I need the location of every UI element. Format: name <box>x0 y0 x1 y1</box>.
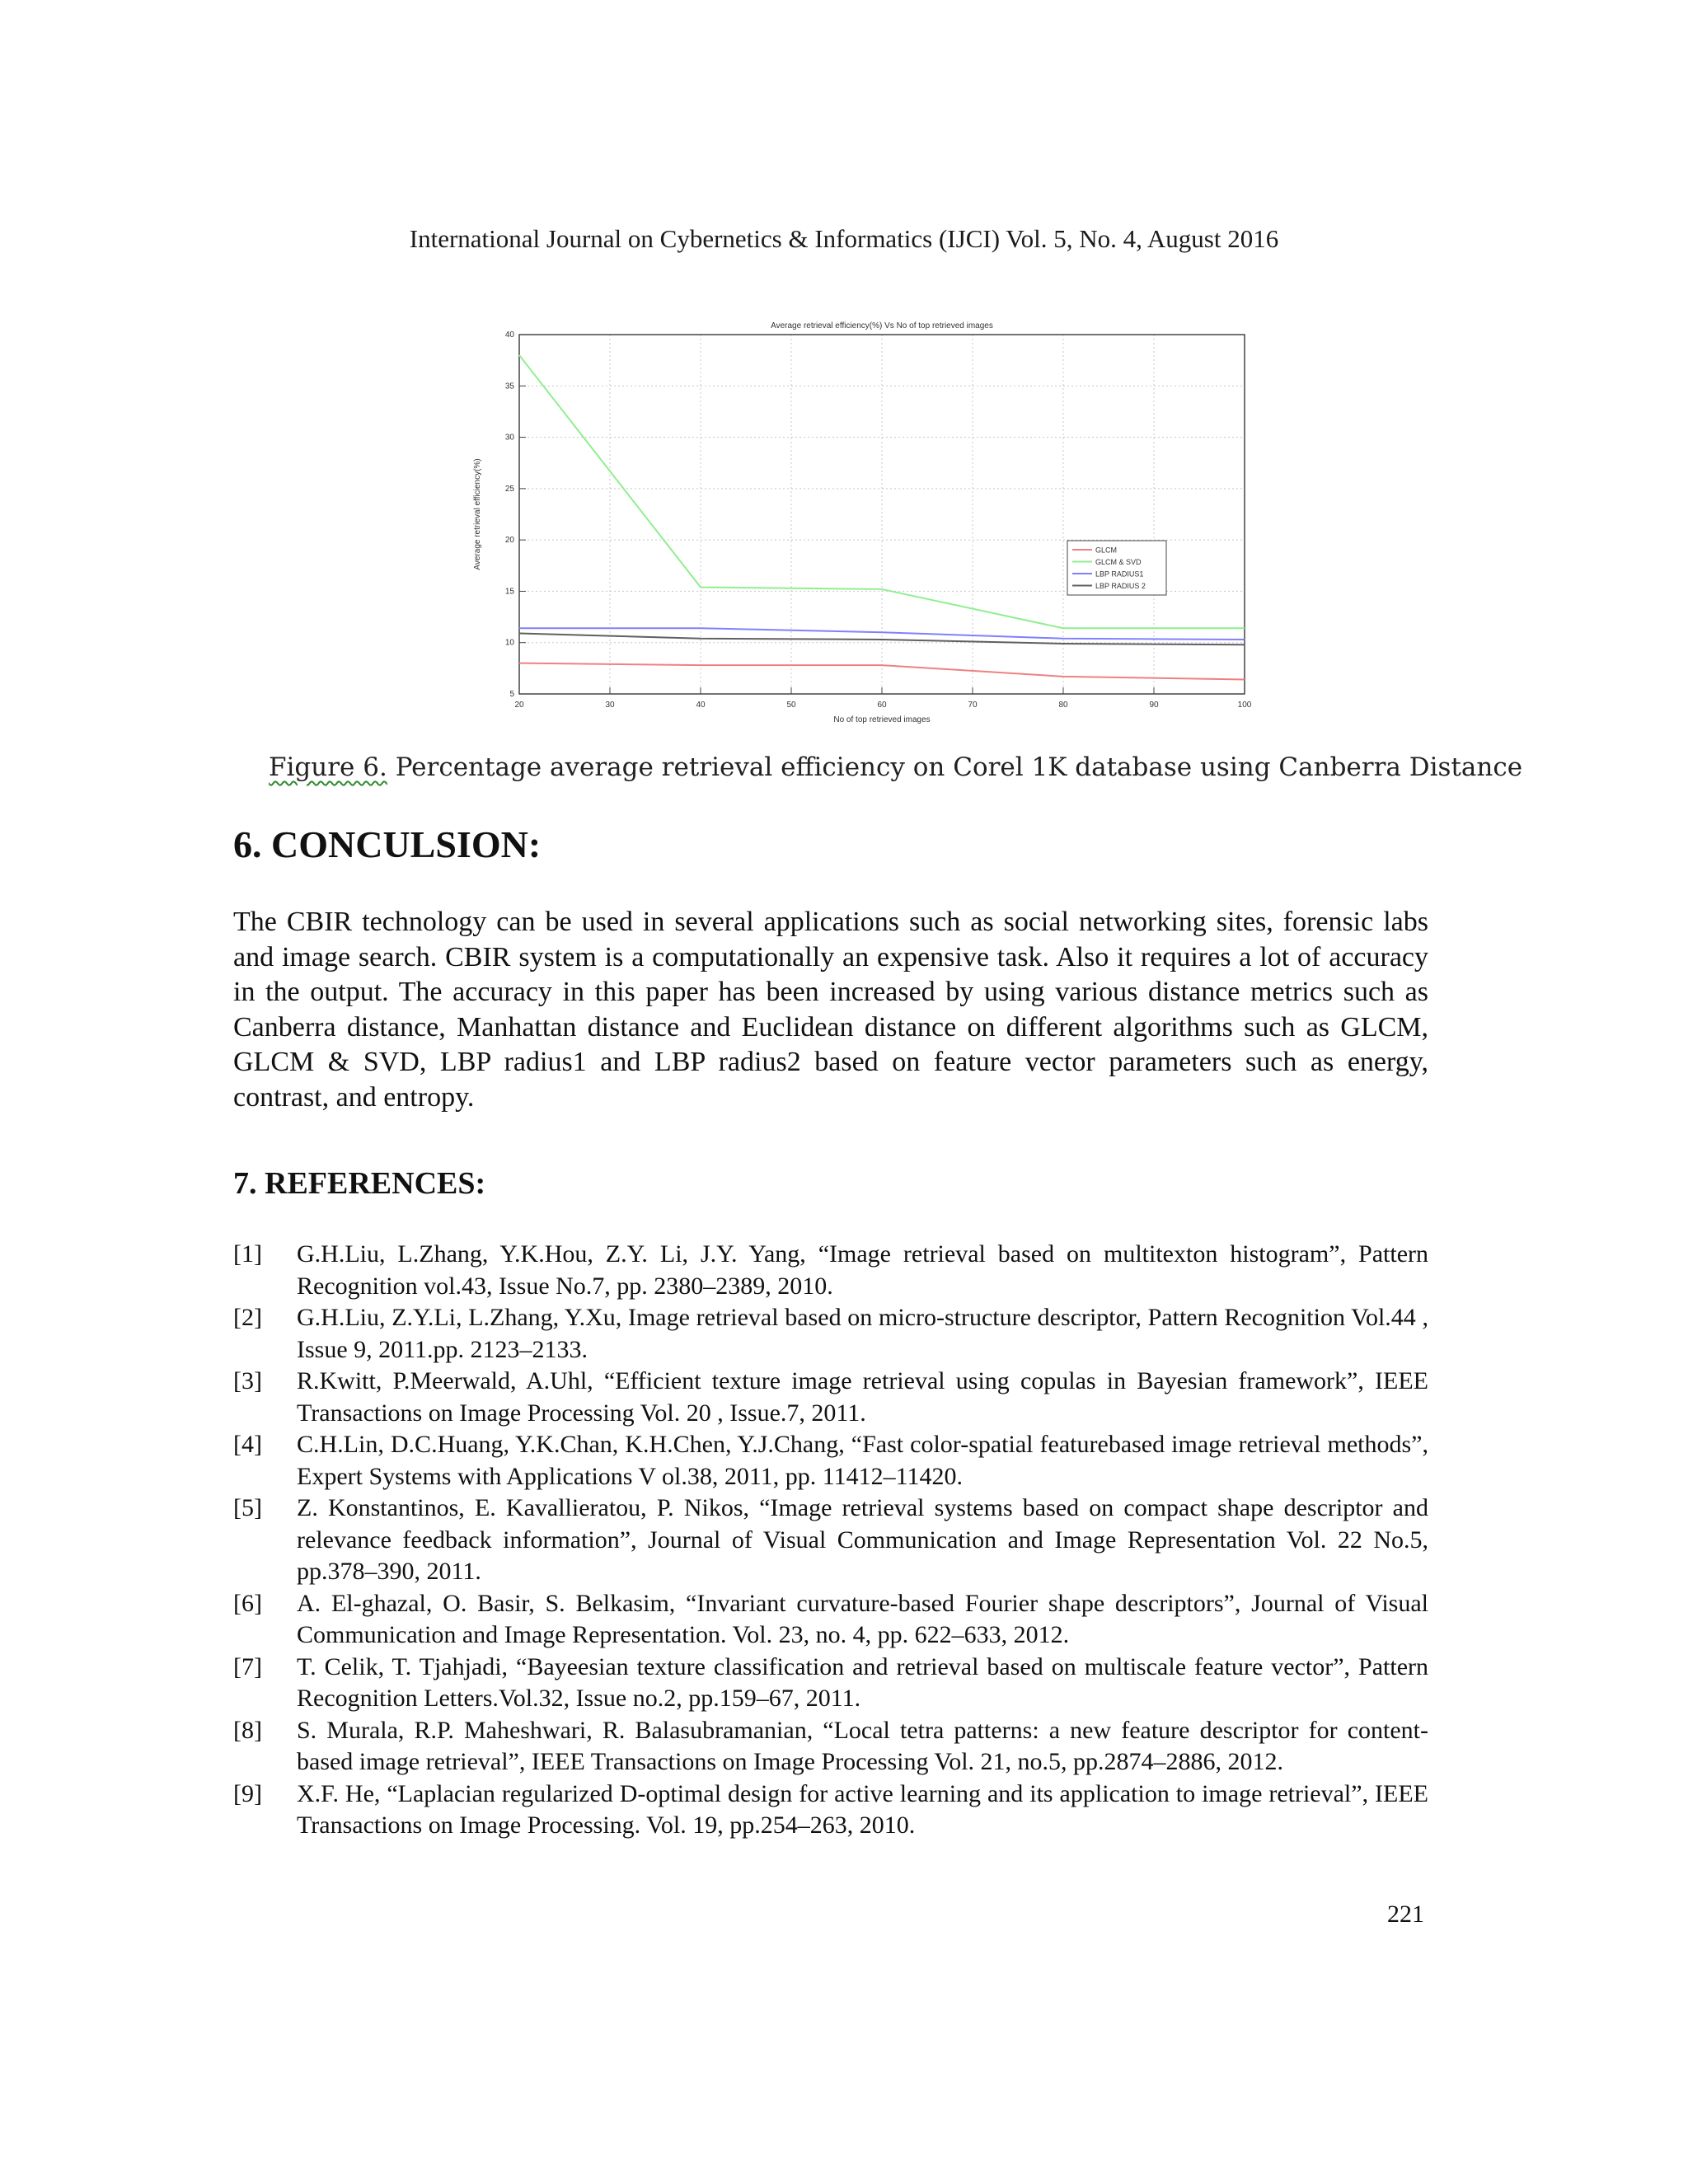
x-tick-label: 80 <box>1058 701 1068 710</box>
reference-item <box>233 1779 1428 1842</box>
reference-text: X.F. He, “Laplacian regularized D-optimal design for active learning and its application to image retrieval”, IEEE Transactions on Image Processing. Vol. 19, pp.254–263, 2010. <box>297 1779 1428 1839</box>
reference-number: [7] <box>233 1652 262 1680</box>
legend-label: GLCM & SVD <box>1095 558 1142 566</box>
y-tick-label: 35 <box>504 382 514 391</box>
x-tick-label: 50 <box>786 701 796 710</box>
conclusion-paragraph: The CBIR technology can be used in several applications such as social networking sites, forensic labs and image search. CBIR system is a computationally an expensive task. Also it requires a lot of accuracy in the output. The accuracy in this paper has been increased by using various distance metrics such as Canberra distance, Manhattan distance and Euclidean distance on different algorithms such as GLCM, GLCM & SVD, LBP radius1 and LBP radius2 based on feature vector parameters such as energy, contrast, and entropy. <box>233 907 1428 1113</box>
reference-number: [8] <box>233 1716 262 1744</box>
reference-item <box>233 1366 1428 1429</box>
conclusion-heading: 6. CONCULSION: <box>233 823 542 865</box>
y-tick-label: 25 <box>504 484 514 494</box>
y-axis-label: Average retrieval efficiency(%) <box>473 458 482 570</box>
x-tick-label: 100 <box>1237 701 1252 710</box>
reference-item <box>233 1493 1428 1588</box>
reference-number: [4] <box>233 1431 262 1458</box>
reference-item <box>233 1715 1428 1779</box>
x-tick-label: 90 <box>1149 701 1159 710</box>
x-axis-label: No of top retrieved images <box>833 715 931 724</box>
reference-text: C.H.Lin, D.C.Huang, Y.K.Chan, K.H.Chen, Y.J.Chang, “Fast color-spatial featurebased image retrieval methods”, Expert Systems with Applications V ol.38, 2011, pp. 11412–11420. <box>297 1431 1428 1490</box>
reference-number: [1] <box>233 1240 262 1268</box>
reference-text: G.H.Liu, L.Zhang, Y.K.Hou, Z.Y. Li, J.Y. Yang, “Image retrieval based on multitexton histogram”, Pattern Recognition vol.43, Issue No.7, pp. 2380–2389, 2010. <box>297 1240 1428 1300</box>
y-tick-label: 5 <box>509 690 514 699</box>
y-tick-label: 20 <box>504 536 514 546</box>
reference-item <box>233 1652 1428 1715</box>
reference-number: [9] <box>233 1779 262 1807</box>
reference-item <box>233 1239 1428 1302</box>
legend-label: LBP RADIUS1 <box>1095 569 1144 579</box>
y-tick-label: 30 <box>504 433 514 443</box>
reference-text: Z. Konstantinos, E. Kavallieratou, P. Nikos, “Image retrieval systems based on compact shape descriptor and relevance feedback information”, Journal of Visual Communication and Image Representation Vol. 22 No.5, pp.378–390, 2011. <box>297 1494 1428 1585</box>
y-tick-label: 15 <box>504 587 514 597</box>
x-tick-label: 30 <box>605 701 615 710</box>
chart-title: Average retrieval efficiency(%) Vs No of top retrieved images <box>771 321 993 330</box>
x-tick-label: 20 <box>514 701 524 710</box>
x-tick-label: 40 <box>696 701 706 710</box>
reference-text: S. Murala, R.P. Maheshwari, R. Balasubramanian, “Local tetra patterns: a new feature descriptor for content-based image retrieval”, IEEE Transactions on Image Processing Vol. 21, no.5, pp.2874–2886, 2012. <box>297 1716 1428 1775</box>
caption-text: Percentage average retrieval efficiency on Corel 1K database using Canberra Distance <box>387 752 1523 782</box>
references-heading: 7. REFERENCES: <box>233 1166 486 1201</box>
figure-caption <box>269 752 1523 782</box>
figure-6-chart <box>462 315 1269 727</box>
reference-text: T. Celik, T. Tjahjadi, “Bayeesian texture classification and retrieval based on multiscale feature vector”, Pattern Recognition Letters.Vol.32, Issue no.2, pp.159–67, 2011. <box>297 1652 1428 1712</box>
legend-label: LBP RADIUS 2 <box>1095 582 1146 590</box>
x-tick-label: 70 <box>968 701 978 710</box>
reference-number: [2] <box>233 1304 262 1331</box>
reference-number: [6] <box>233 1589 262 1617</box>
reference-number: [3] <box>233 1367 262 1394</box>
reference-number: [5] <box>233 1494 262 1521</box>
x-tick-label: 60 <box>877 701 887 710</box>
reference-text: G.H.Liu, Z.Y.Li, L.Zhang, Y.Xu, Image retrieval based on micro-structure descriptor, Pattern Recognition Vol.44 , Issue 9, 2011.pp. 2123–2133. <box>297 1304 1428 1363</box>
reference-list <box>233 1239 1428 1842</box>
reference-text: R.Kwitt, P.Meerwald, A.Uhl, “Efficient texture image retrieval using copulas in Bayesian framework”, IEEE Transactions on Image Processing Vol. 20 , Issue.7, 2011. <box>297 1367 1428 1427</box>
y-tick-label: 10 <box>504 638 514 648</box>
reference-text: A. El-ghazal, O. Basir, S. Belkasim, “Invariant curvature-based Fourier shape descriptors”, Journal of Visual Communication and Image Representation. Vol. 23, no. 4, pp. 622–633, 2012. <box>297 1589 1428 1648</box>
running-header: International Journal on Cybernetics & Informatics (IJCI) Vol. 5, No. 4, August 2016 <box>409 224 1279 253</box>
reference-item <box>233 1302 1428 1366</box>
y-tick-label: 40 <box>504 330 514 340</box>
reference-item <box>233 1588 1428 1652</box>
series-line-3 <box>519 628 1245 640</box>
line-chart <box>462 315 1269 727</box>
reference-item <box>233 1429 1428 1493</box>
caption-figure-label: Figure 6. <box>269 752 387 782</box>
legend-label: GLCM <box>1095 546 1118 555</box>
page-number: 221 <box>1387 1900 1424 1928</box>
